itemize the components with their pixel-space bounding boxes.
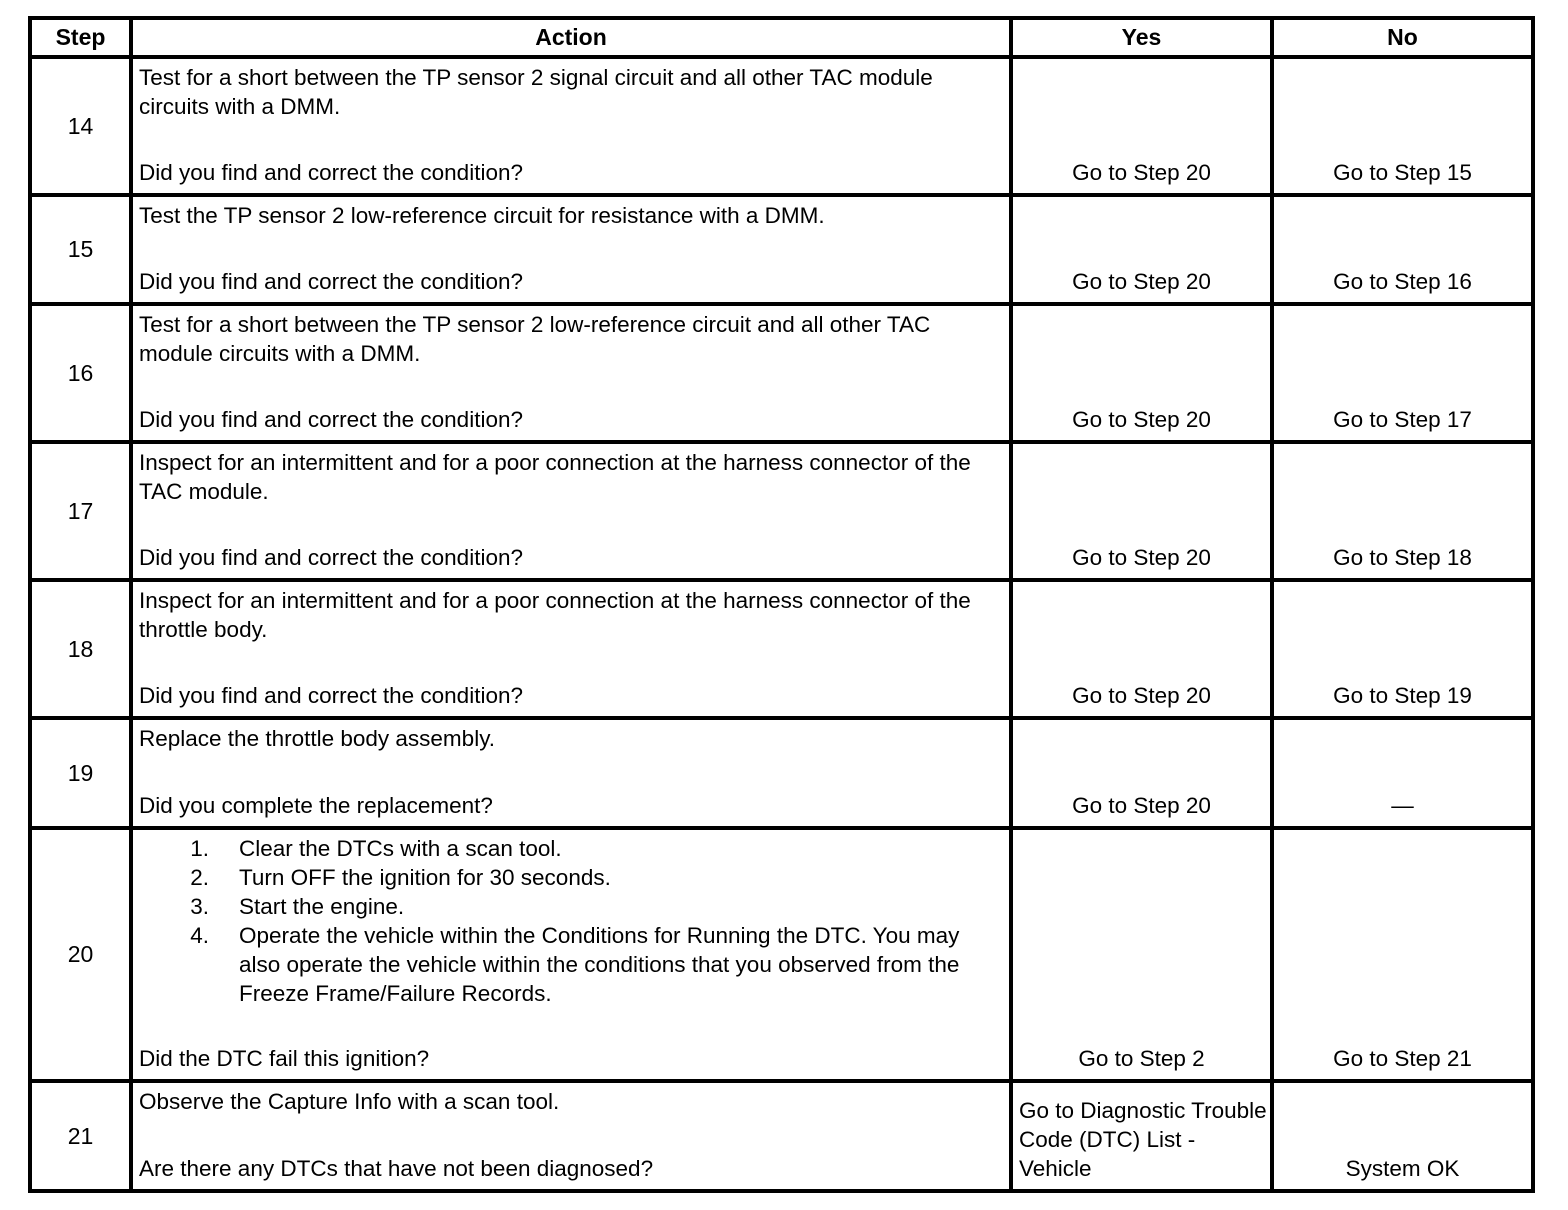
yes-cell <box>1011 442 1272 580</box>
yes-cell <box>1011 718 1272 828</box>
yes-cell <box>1011 304 1272 442</box>
action-text: Observe the Capture Info with a scan tool. <box>139 1089 560 1114</box>
action-question: Did you complete the replacement? <box>139 793 493 818</box>
step-number: 18 <box>30 580 131 718</box>
action-question: Are there any DTCs that have not been diagnosed? <box>139 1156 654 1181</box>
yes-result: Go to Step 20 <box>1072 407 1211 432</box>
list-item: 2. Turn OFF the ignition for 30 seconds. <box>190 865 611 890</box>
table-row <box>30 1081 1533 1191</box>
table-row <box>30 828 1533 1081</box>
no-cell <box>1272 195 1533 304</box>
list-item: 3. Start the engine. <box>190 894 405 919</box>
no-result: Go to Step 15 <box>1333 160 1472 185</box>
no-cell <box>1272 580 1533 718</box>
action-question: Did you find and correct the condition? <box>139 407 523 432</box>
yes-result: Go to Step 2 <box>1078 1046 1205 1071</box>
yes-result: Go to Step 20 <box>1072 683 1211 708</box>
no-cell <box>1272 1081 1533 1191</box>
header-yes: Yes <box>1011 18 1272 57</box>
step-number: 16 <box>30 304 131 442</box>
header-row <box>30 18 1533 57</box>
action-text: Test for a short between the TP sensor 2 signal circuit and all other TAC module circuits with a DMM. <box>139 65 933 119</box>
no-result: Go to Step 17 <box>1333 407 1472 432</box>
action-text: Inspect for an intermittent and for a poor connection at the harness connector of the throttle body. <box>139 588 971 642</box>
step-number: 17 <box>30 442 131 580</box>
step-number: 14 <box>30 57 131 195</box>
list-item: 4. Operate the vehicle within the Conditions for Running the DTC. You may also operate the vehicle within the conditions that you observed from the Freeze Frame/Failure Records. <box>190 923 960 1006</box>
step-number: 21 <box>30 1081 131 1191</box>
table-row <box>30 195 1533 304</box>
action-cell <box>131 304 1011 442</box>
no-result: System OK <box>1345 1156 1460 1181</box>
table-row <box>30 718 1533 828</box>
action-question: Did you find and correct the condition? <box>139 545 523 570</box>
yes-cell <box>1011 580 1272 718</box>
table-row <box>30 304 1533 442</box>
action-text: Test the TP sensor 2 low-reference circuit for resistance with a DMM. <box>139 203 825 228</box>
yes-result: Go to Step 20 <box>1072 793 1211 818</box>
yes-cell <box>1011 1081 1272 1191</box>
action-cell <box>131 442 1011 580</box>
action-cell <box>131 195 1011 304</box>
action-question: Did the DTC fail this ignition? <box>139 1046 430 1071</box>
no-cell <box>1272 828 1533 1081</box>
action-question: Did you find and correct the condition? <box>139 683 523 708</box>
action-question: Did you find and correct the condition? <box>139 160 523 185</box>
no-result: Go to Step 19 <box>1333 683 1472 708</box>
list-item: 1. Clear the DTCs with a scan tool. <box>190 836 562 861</box>
action-text: Inspect for an intermittent and for a poor connection at the harness connector of the TAC module. <box>139 450 971 504</box>
header-action: Action <box>131 18 1011 57</box>
no-cell <box>1272 304 1533 442</box>
action-cell <box>131 828 1011 1081</box>
no-result: Go to Step 16 <box>1333 269 1472 294</box>
action-cell <box>131 718 1011 828</box>
yes-result: Go to Step 20 <box>1072 545 1211 570</box>
yes-result: Go to Step 20 <box>1072 269 1211 294</box>
yes-cell <box>1011 57 1272 195</box>
yes-result: Go to Step 20 <box>1072 160 1211 185</box>
yes-result: Go to Diagnostic Trouble Code (DTC) List - Vehicle <box>1019 1098 1267 1181</box>
step-number: 20 <box>30 828 131 1081</box>
action-cell <box>131 1081 1011 1191</box>
action-question: Did you find and correct the condition? <box>139 269 523 294</box>
yes-cell <box>1011 195 1272 304</box>
no-result: — <box>1391 793 1414 818</box>
action-cell <box>131 57 1011 195</box>
no-result: Go to Step 18 <box>1333 545 1472 570</box>
header-no: No <box>1272 18 1533 57</box>
table-row <box>30 580 1533 718</box>
no-cell <box>1272 442 1533 580</box>
header-step: Step <box>30 18 131 57</box>
step-number: 19 <box>30 718 131 828</box>
table-row <box>30 442 1533 580</box>
yes-cell <box>1011 828 1272 1081</box>
diagnostic-table <box>28 16 1535 1193</box>
action-text: Test for a short between the TP sensor 2 low-reference circuit and all other TAC module circuits with a DMM. <box>139 312 931 366</box>
action-text: Replace the throttle body assembly. <box>139 726 496 751</box>
no-result: Go to Step 21 <box>1333 1046 1472 1071</box>
step-number: 15 <box>30 195 131 304</box>
action-cell <box>131 580 1011 718</box>
table-row <box>30 57 1533 195</box>
no-cell <box>1272 718 1533 828</box>
no-cell <box>1272 57 1533 195</box>
procedure-list <box>139 834 1003 1008</box>
